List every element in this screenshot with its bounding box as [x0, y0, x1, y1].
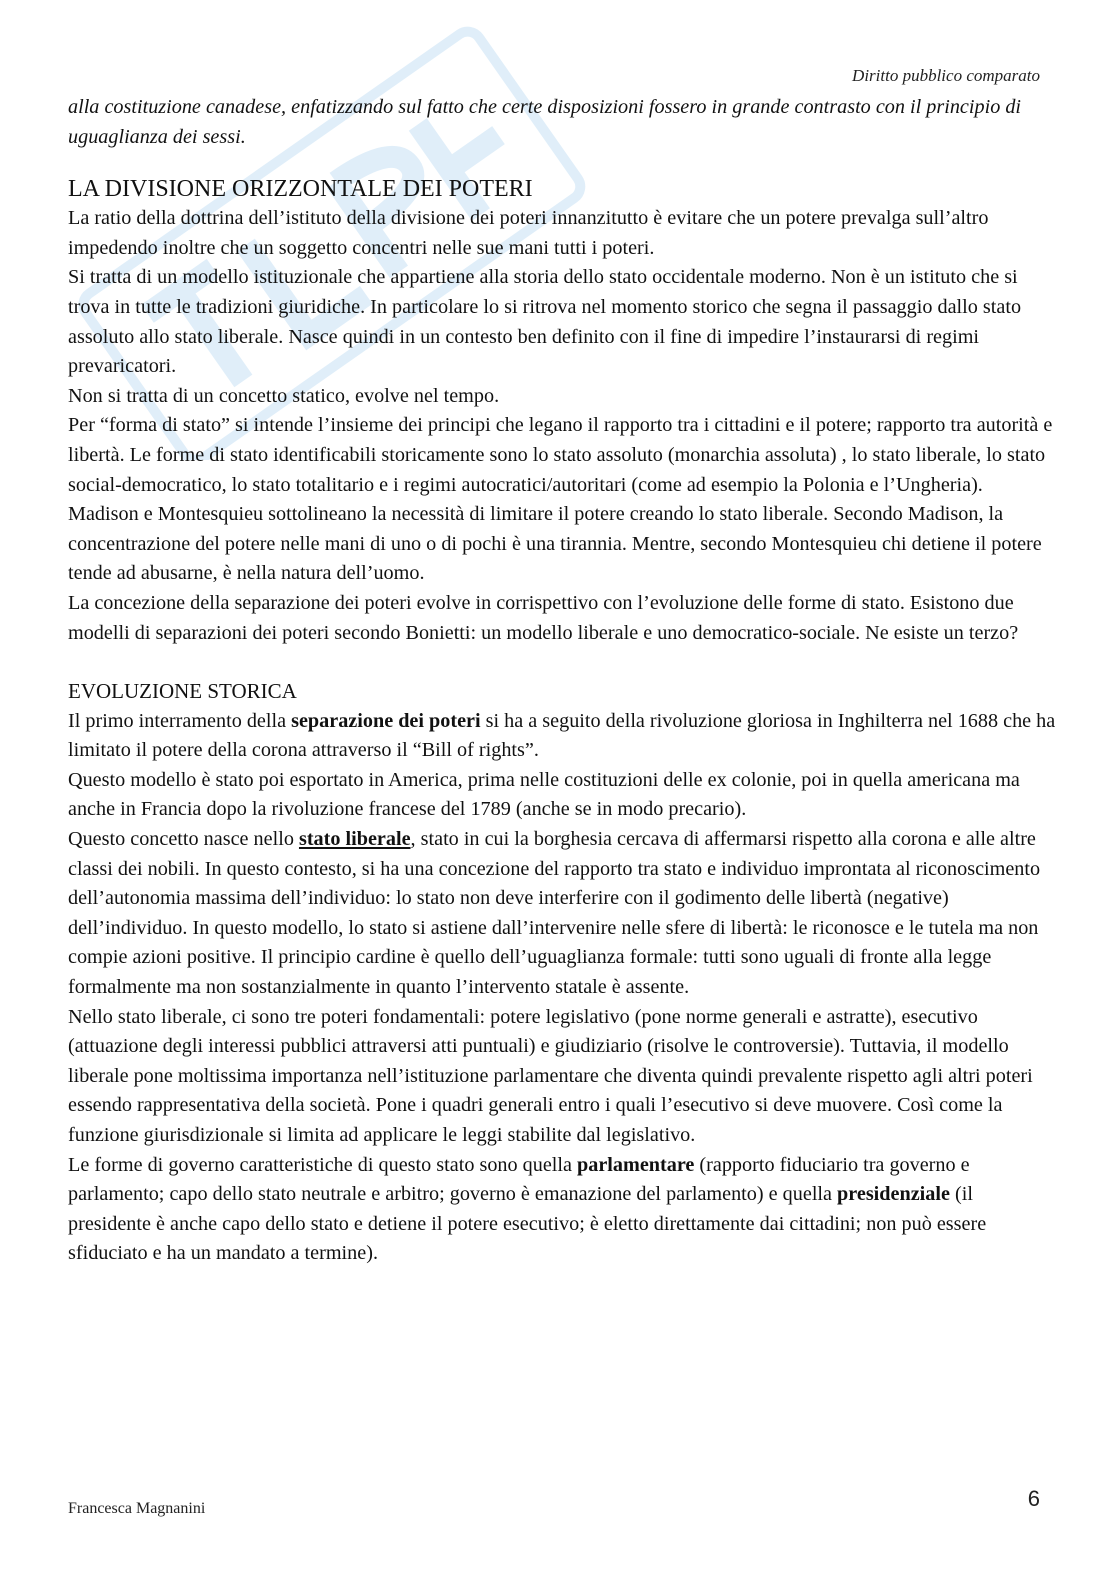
bold-term: separazione dei poteri [291, 709, 481, 732]
paragraph: Questo concetto nasce nello stato liberale, stato in cui la borghesia cercava di affermarsi rispetto alla corona e alle altre classi dei nobili. In questo contesto, si ha una concezione del rapporto tra stato e individuo improntata al riconoscimento dell’autonomia massima dell’individuo: lo stato non deve interferire con il godimento delle libertà (negative) dell’individuo. In questo modello, lo stato si astiene dall’intervenire nelle sfere di libertà: le riconosce e le tutela ma non compie azioni positive. Il principio cardine è quello dell’uguaglianza formale: tutti sono uguali di fronte alla legge formalmente ma non sostanzialmente in quanto l’intervento statale è assente. [68, 828, 1041, 999]
intro-paragraph: alla costituzione canadese, enfatizzando sul fatto che certe disposizioni fossero in grande contrasto con il principio di uguaglianza dei sessi. [68, 96, 1022, 148]
document-body [68, 93, 1058, 1269]
paragraph: Madison e Montesquieu sottolineano la necessità di limitare il potere creando lo stato liberale. Secondo Madison, la concentrazione del potere nelle mani di uno o di pochi è una tirannia. Mentre, secondo Montesquieu chi detiene il potere tende ad abusarne, è nella natura dell’uomo. [68, 503, 1042, 585]
paragraph: Le forme di governo caratteristiche di questo stato sono quella parlamentare (rapporto fiduciario tra governo e parlamento; capo dello stato neutrale e arbitro; governo è emanazione del parlamento) e quella presidenziale (il presidente è anche capo dello stato e detiene il potere esecutivo; è eletto direttamente dai cittadini; non può essere sfiduciato e ha un mandato a termine). [68, 1153, 987, 1265]
section-heading-evoluzione: EVOLUZIONE STORICA [68, 679, 297, 704]
running-header-title: Diritto pubblico comparato [852, 66, 1040, 85]
paragraph: La ratio della dottrina dell’istituto della divisione dei poteri innanzitutto è evitare che un potere prevalga sull’altro impedendo inoltre che un soggetto concentri nelle sue mani tutti i poteri. [68, 207, 989, 259]
page-number: 6 [1027, 1486, 1040, 1511]
paragraph: La concezione della separazione dei poteri evolve in corrispettivo con l’evoluzione delle forme di stato. Esistono due modelli di separazioni dei poteri secondo Bonietti: un modello liberale e uno democratico-sociale. Ne esiste un terzo? [68, 591, 1019, 644]
paragraph: Nello stato liberale, ci sono tre poteri fondamentali: potere legislativo (pone norme generali e astratte), esecutivo (attuazione degli interessi pubblici attraversi atti puntuali) e giudiziario (risolve le controversie). Tuttavia, il modello liberale pone moltissima importanza nell’istituzione parlamentare che diventa quindi prevalente rispetto agli altri poteri essendo rappresentativa della società. Pone i quadri generali entro i quali l’esecutivo si deve muovere. Così come la funzione giurisdizionale si limita ad applicare le leggi stabilite dal legislativo. [68, 1005, 1033, 1146]
paragraph: Questo modello è stato poi esportato in America, prima nelle costituzioni delle ex colonie, poi in quella americana ma anche in Francia dopo la rivoluzione francese del 1789 (anche se in modo precario). [68, 768, 1020, 821]
bold-term: presidenziale [837, 1183, 950, 1206]
footer-author: Francesca Magnanini [68, 1500, 206, 1517]
section-heading-divisione: LA DIVISIONE ORIZZONTALE DEI POTERI [68, 176, 533, 203]
paragraph: Si tratta di un modello istituzionale che appartiene alla storia dello stato occidentale moderno. Non è un istituto che si trova in tutte le tradizioni giuridiche. In particolare lo si ritrova nel momento storico che segna il passaggio dallo stato assoluto allo stato liberale. Nasce quindi in un contesto ben definito con il fine di impedire l’instaurarsi di regimi prevaricatori. [68, 266, 1022, 378]
bold-underlined-term: stato liberale [298, 828, 411, 851]
paragraph: Per “forma di stato” si intende l’insieme dei principi che legano il rapporto tra i cittadini e il potere; rapporto tra autorità e libertà. Le forme di stato identificabili storicamente sono lo stato assoluto (monarchia assoluta) , lo stato liberale, lo stato social-democratico, lo stato totalitario e i regimi autocratici/autoritari (come ad esempio la Polonia e l’Ungheria). [68, 414, 1053, 496]
paragraph: Non si tratta di un concetto statico, evolve nel tempo. [68, 384, 500, 407]
paragraph: Il primo interramento della separazione dei poteri si ha a seguito della rivoluzione gloriosa in Inghilterra nel 1688 che ha limitato il potere della corona attraverso il “Bill of rights”. [68, 709, 1056, 762]
bold-term: parlamentare [577, 1153, 695, 1176]
